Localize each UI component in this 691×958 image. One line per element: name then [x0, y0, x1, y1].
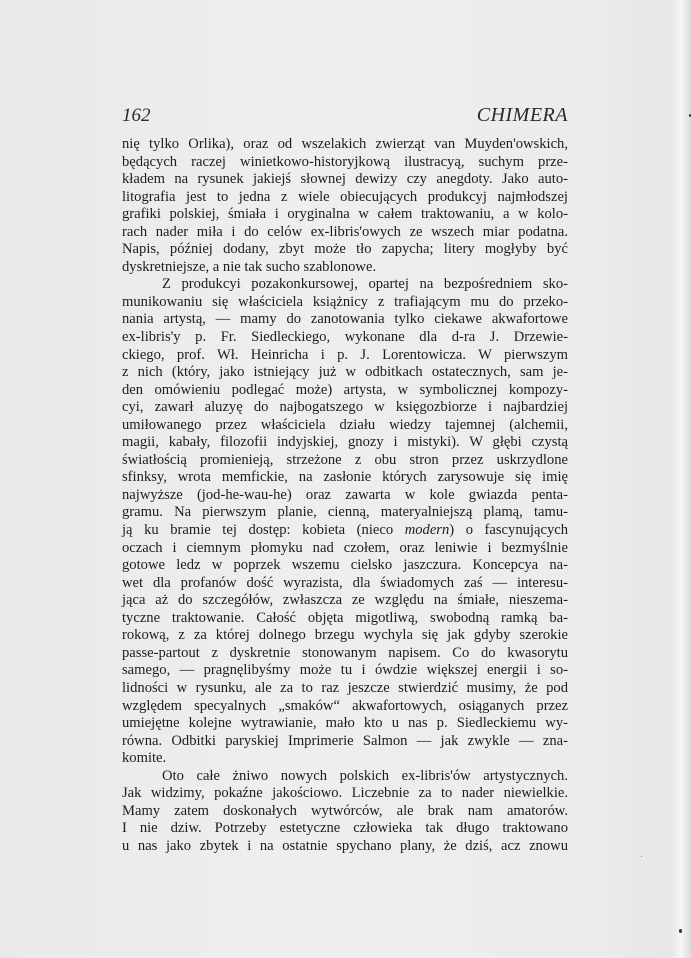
text-line: sfinksy, wrota memfickie, na zasłonie których zarysowuje się imię — [122, 469, 568, 486]
text-line: grafiki polskiej, śmiała i oryginalna w całem traktowaniu, a w kolo- — [122, 206, 568, 223]
text-line: munikowaniu się właściciela książnicy z trafiającym mu do przeko- — [122, 293, 568, 310]
text-line: Jak widzimy, pokaźne jakościowo. Liczebnie za to nader niewielkie. — [122, 785, 568, 802]
text-line: passe-partout z dyskretnie stonowanym napisem. Co do kwasorytu — [122, 644, 568, 661]
text-line: cyi, zawarł aluzyę do najbogatszego w księgozbiorze i najbardziej — [122, 399, 568, 416]
text-line: rach nader miła i do celów ex-libris'owych ze wszech miar podatna. — [122, 223, 568, 240]
text-line: umiłowanego przez właściciela działu wiedzy tajemnej (alchemii, — [122, 416, 568, 433]
text-line: magii, kabały, filozofii indyjskiej, gnozy i mistyki). W głębi czystą — [122, 434, 568, 451]
text-line: nię tylko Orlika), oraz od wszelakich zwierząt van Muyden'owskich, — [122, 136, 568, 152]
text-line: ex-libris'y p. Fr. Siedleckiego, wykonane dla d-ra J. Drzewie- — [122, 329, 568, 346]
body-text — [122, 136, 568, 855]
text-line: względem specyalnych „smaków“ akwafortowych, osiąganych przez — [122, 697, 568, 714]
journal-title: CHIMERA — [476, 104, 568, 126]
scan-speck — [641, 856, 642, 857]
text-line: komite. — [122, 750, 167, 767]
text-line: I nie dziw. Potrzeby estetyczne człowieka tak długo traktowano — [122, 820, 568, 837]
text-line: ckiego, prof. Wł. Heinricha i p. J. Lorentowicza. W pierwszym — [122, 346, 568, 363]
text-line: z nich (który, jako istniejący już w odbitkach ostatecznych, sam je- — [122, 364, 568, 381]
text-line: tyczne traktowanie. Całość objęta migotliwą, swobodną ramką ba- — [122, 609, 568, 626]
text-run: ) o fascynujących — [449, 522, 569, 539]
text-line: kładem na rysunek jakiejś słownej dewizy czy anegdoty. Jako auto- — [122, 171, 568, 188]
text-line: rokową, z za której dolnego brzegu wychyla się jak gdyby szerokie — [122, 627, 568, 644]
text-run: ją ku bramie tej dostęp: kobieta (nieco — [122, 522, 405, 539]
text-line: równa. Odbitki paryskiej Imprimerie Salmon — jak zwykle — zna- — [122, 732, 568, 749]
text-line: oczach i ciemnym płomyku nad czołem, oraz leniwie i bezmyślnie — [122, 539, 568, 556]
text-line: nania artystą, — mamy do zanotowania tylko ciekawe akwafortowe — [122, 311, 568, 328]
scan-speck — [679, 929, 682, 933]
text-line: samego, — pragnęlibyśmy może tu i ówdzie większej energii i so- — [122, 662, 568, 679]
text-line: Mamy zatem doskonałych wytwórców, ale brak nam amatorów. — [122, 802, 568, 819]
text-line: najwyższe (jod-he-wau-he) oraz zawarta w kole gwiazda penta- — [122, 486, 568, 503]
running-head — [122, 104, 568, 127]
text-line: lidności w rysunku, ale za to raz jeszcze stwierdzić musimy, że pod — [122, 679, 568, 696]
text-line: umiejętne kolejne wytrawianie, mało kto u nas p. Siedleckiemu wy- — [122, 715, 568, 732]
text-line: Z produkcyi pozakonkursowej, opartej na bezpośredniem sko- — [162, 276, 568, 293]
text-line: gotowe ledz w poprzek wszemu cielsko jaszczura. Koncepcya na- — [122, 557, 568, 574]
text-line: Napis, później dodany, zbyt może tło zapycha; litery mogłyby być — [122, 241, 568, 258]
text-line: wet dla profanów dość wyrazista, dla świadomych zaś — interesu- — [122, 574, 568, 591]
text-line: Oto całe żniwo nowych polskich ex-libris'ów artystycznych. — [162, 767, 568, 784]
text-line: u nas jako zbytek i na ostatnie spychano plany, że dziś, acz znowu — [122, 837, 568, 854]
text-line: dyskretniejsze, a nie tak sucho szablonowe. — [122, 258, 377, 275]
text-line: jąca aż do szczegółów, zwłaszcza ze względu na śmiałe, nieszema- — [122, 592, 568, 609]
page-number: 162 — [122, 105, 151, 126]
text-line: będących raczej winietkowo-historyjkową ilustracyą, suchym prze- — [122, 153, 568, 170]
text-line: den omówieniu podlegać może) artysta, w symbolicznej kompozy- — [122, 381, 568, 398]
text-line — [122, 522, 568, 540]
text-line: gramu. Na pierwszym planie, cienną, materyalniejszą plamą, tamu- — [122, 504, 568, 521]
italic-word: modern — [404, 522, 450, 539]
text-line: litografia jest to jedna z wiele obiecujących produkcyj najmłodszej — [122, 188, 568, 205]
text-line: światłością promienieją, strzeżone z obu stron przez uskrzydlone — [122, 451, 568, 468]
